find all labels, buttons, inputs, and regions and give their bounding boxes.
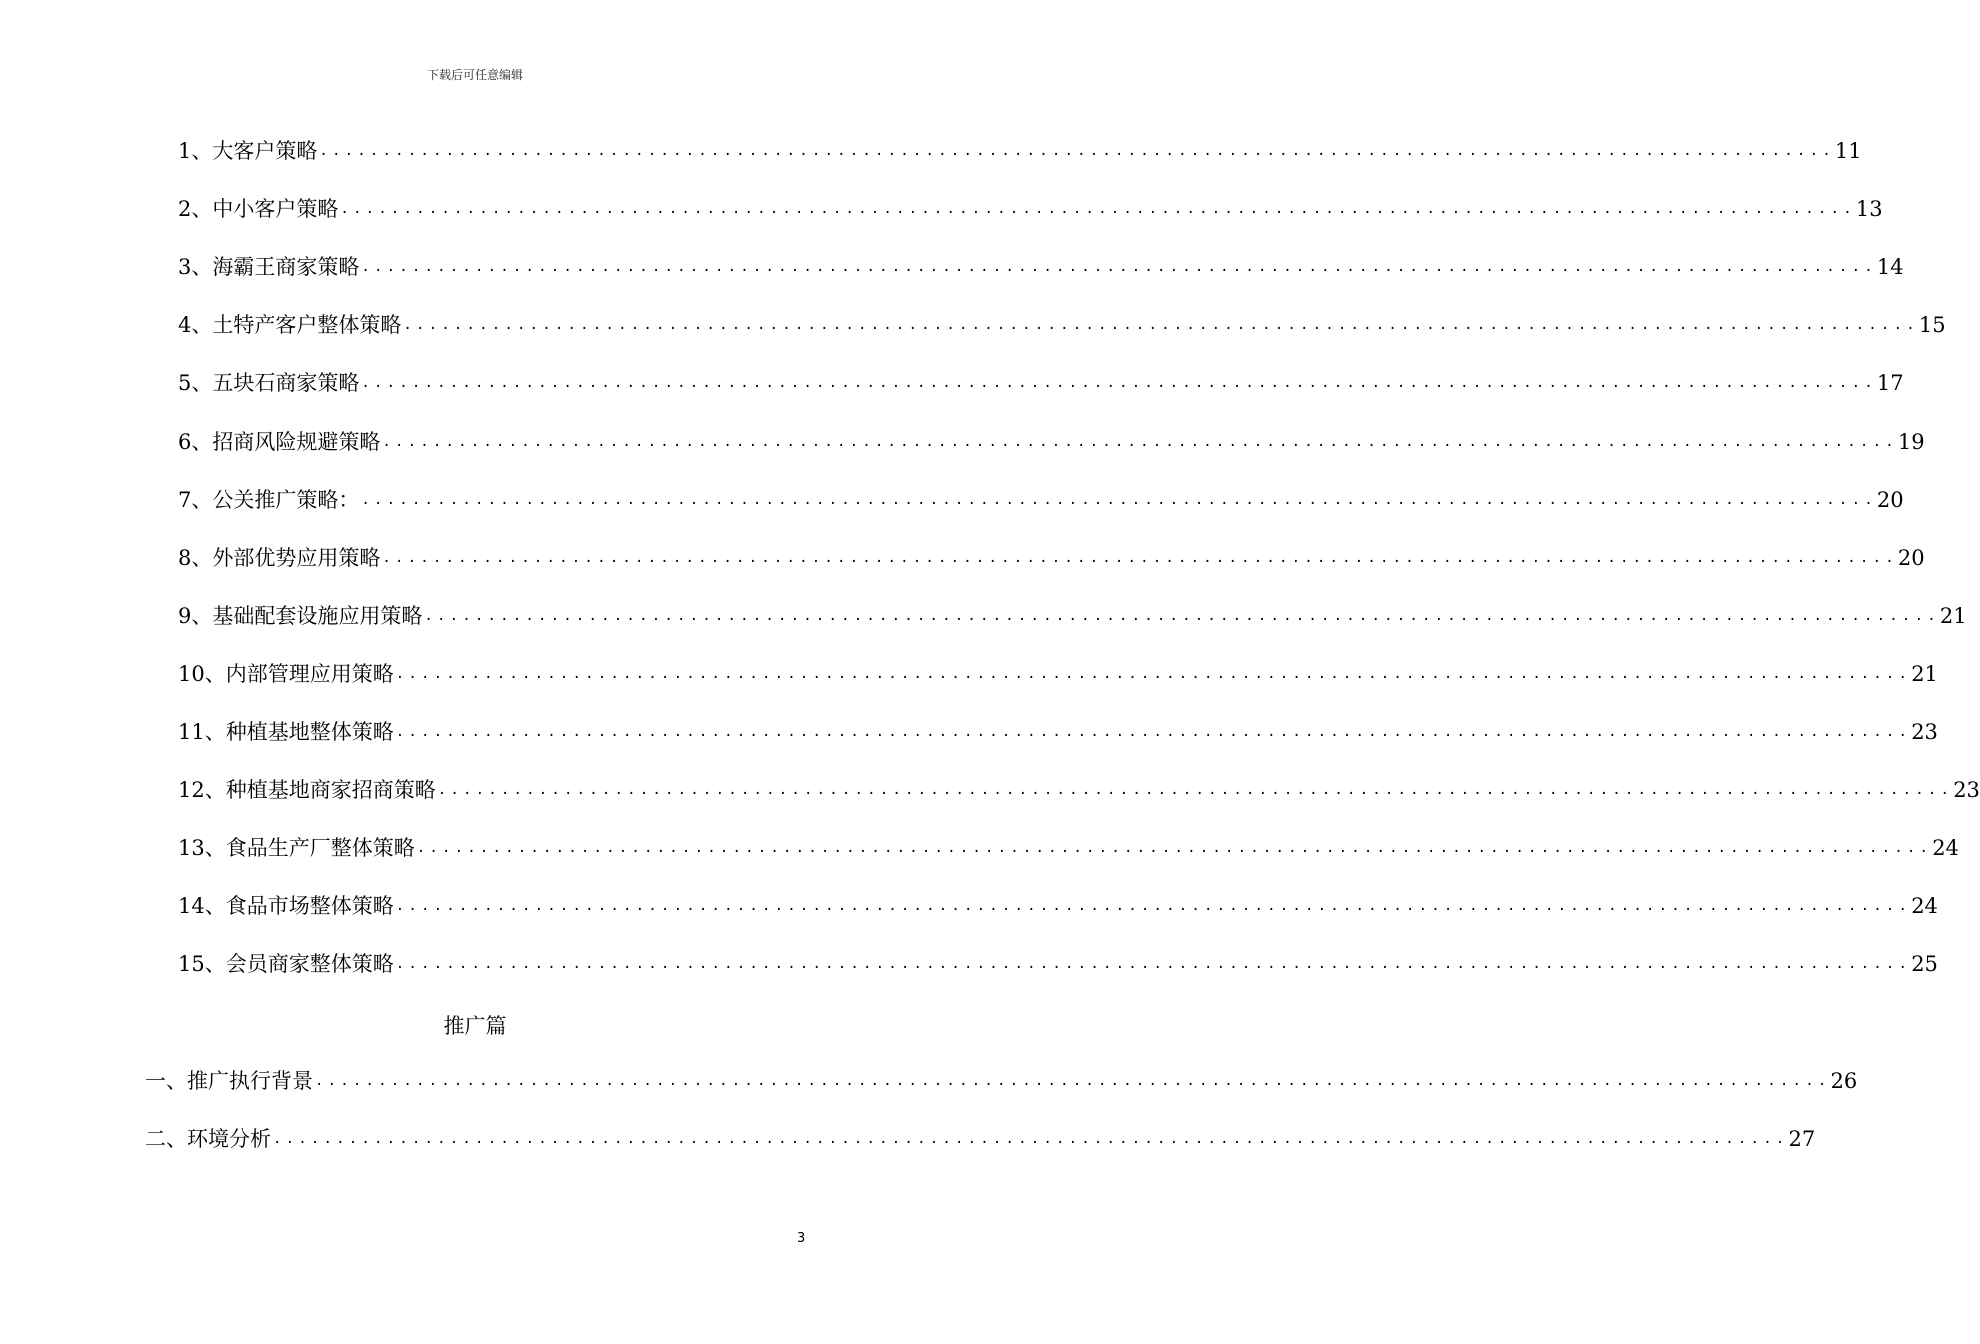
- toc-entry-title: 土特产客户整体策略: [212, 313, 402, 338]
- toc-entry[interactable]: [178, 136, 1862, 166]
- toc-entry-title: 基础配套设施应用策略: [212, 603, 423, 628]
- toc-entry-number: 一、: [145, 1069, 187, 1093]
- toc-entry[interactable]: [178, 833, 1959, 863]
- toc-leader-dots: ........................................................................................................................: [361, 375, 1877, 392]
- toc-entry-title: 种植基地商家招商策略: [225, 778, 436, 803]
- toc-leader-dots: ........................................................................................................................: [403, 317, 1919, 334]
- toc-entry-number: 15、: [178, 952, 226, 977]
- toc-leader-dots: ........................................................................................................................: [395, 665, 1912, 682]
- toc-entry-title: 大客户策略: [212, 139, 318, 163]
- toc-entry-page: 26: [1830, 1069, 1858, 1093]
- toc-entry[interactable]: [178, 368, 1904, 398]
- toc-entry-page: 15: [1918, 313, 1946, 338]
- toc-entry-number: 12、: [178, 778, 226, 803]
- toc-entry[interactable]: [178, 427, 1925, 457]
- toc-entry-page: 27: [1788, 1127, 1816, 1151]
- toc-entry-page: 25: [1911, 952, 1938, 977]
- toc-entry[interactable]: [178, 949, 1938, 979]
- toc-entry-title: 推广执行背景: [187, 1069, 313, 1093]
- toc-entry-number: 1、: [178, 139, 213, 163]
- toc-entry-number: 7、: [178, 487, 213, 512]
- toc-entry[interactable]: [178, 659, 1938, 689]
- toc-entry[interactable]: [178, 717, 1938, 747]
- toc-entry[interactable]: [178, 775, 1980, 805]
- toc-entry-number: 4、: [178, 313, 213, 338]
- toc-leader-dots: ........................................................................................................................: [424, 607, 1940, 624]
- toc-leader-dots: ........................................................................................................................: [340, 201, 1856, 218]
- toc-entry-title: 招商风险规避策略: [212, 429, 381, 454]
- toc-entry-page: 23: [1953, 778, 1980, 803]
- toc-leader-dots: ........................................................................................................................: [416, 840, 1933, 857]
- section-title: 推广篇: [443, 1014, 507, 1038]
- toc-entry-page: 21: [1939, 603, 1967, 628]
- toc-leader-dots: ........................................................................................................................: [315, 1073, 1831, 1089]
- toc-entry-page: 20: [1876, 487, 1904, 512]
- toc-leader-dots: ........................................................................................................................: [395, 724, 1912, 740]
- toc-entry-number: 二、: [145, 1127, 187, 1151]
- toc-entry-title: 环境分析: [187, 1127, 271, 1151]
- toc-leader-dots: ........................................................................................................................: [395, 898, 1912, 915]
- toc-leader-dots: ........................................................................................................................: [437, 782, 1954, 799]
- toc-entry-title: 食品市场整体策略: [225, 894, 394, 919]
- toc-entry-page: 23: [1911, 720, 1938, 744]
- toc-leader-dots: ........................................................................................................................: [361, 491, 1877, 508]
- toc-entry-title: 会员商家整体策略: [225, 952, 394, 977]
- toc-entry[interactable]: [178, 601, 1967, 631]
- toc-entry-number: 11、: [178, 720, 226, 744]
- toc-leader-dots: ........................................................................................................................: [395, 956, 1912, 973]
- toc-entry[interactable]: [178, 485, 1904, 515]
- toc-entry-title: 五块石商家策略: [212, 371, 360, 396]
- toc-leader-dots: ........................................................................................................................: [273, 1131, 1789, 1147]
- page-number: 3: [797, 1231, 806, 1246]
- toc-entry-number: 6、: [178, 429, 213, 454]
- toc-leader-dots: ........................................................................................................................: [361, 259, 1877, 276]
- toc-entry-page: 13: [1855, 197, 1883, 222]
- toc-entry-page: 14: [1876, 255, 1904, 280]
- toc-entry[interactable]: [178, 252, 1904, 282]
- toc-entry-page: 20: [1897, 545, 1925, 570]
- toc-entry-page: 24: [1911, 894, 1938, 919]
- toc-entry-number: 9、: [178, 603, 213, 628]
- toc-entry-number: 14、: [178, 894, 226, 919]
- toc-entry[interactable]: [178, 194, 1883, 224]
- toc-leader-dots: ........................................................................................................................: [382, 549, 1898, 566]
- toc-entry-title: 种植基地整体策略: [225, 720, 394, 744]
- toc-entry-title: 食品生产厂整体策略: [225, 836, 415, 861]
- toc-entry-title: 公关推广策略：: [212, 487, 360, 512]
- toc-entry-title: 海霸王商家策略: [212, 255, 360, 280]
- toc-entry-page: 11: [1834, 139, 1862, 163]
- toc-entry[interactable]: [178, 891, 1938, 921]
- toc-leader-dots: ........................................................................................................................: [382, 433, 1898, 450]
- toc-entry-title: 中小客户策略: [212, 197, 339, 222]
- toc-entry-page: 24: [1932, 836, 1959, 861]
- toc-entry[interactable]: [178, 310, 1946, 340]
- toc-entry[interactable]: [145, 1124, 1816, 1154]
- toc-entry-number: 3、: [178, 255, 213, 280]
- toc-entry-page: 19: [1897, 429, 1925, 454]
- toc-entry-page: 21: [1911, 661, 1938, 686]
- toc-entry[interactable]: [145, 1066, 1858, 1096]
- toc-entry[interactable]: [178, 543, 1925, 573]
- toc-leader-dots: ........................................................................................................................: [319, 143, 1835, 159]
- toc-entry-title: 外部优势应用策略: [212, 545, 381, 570]
- toc-entry-page: 17: [1876, 371, 1904, 396]
- toc-entry-number: 5、: [178, 371, 213, 396]
- toc-entry-title: 内部管理应用策略: [225, 661, 394, 686]
- toc-entry-number: 13、: [178, 836, 226, 861]
- toc-entry-number: 8、: [178, 545, 213, 570]
- page-header: 下载后可任意编辑: [426, 68, 523, 82]
- toc-entry-number: 10、: [178, 661, 226, 686]
- toc-entry-number: 2、: [178, 197, 213, 222]
